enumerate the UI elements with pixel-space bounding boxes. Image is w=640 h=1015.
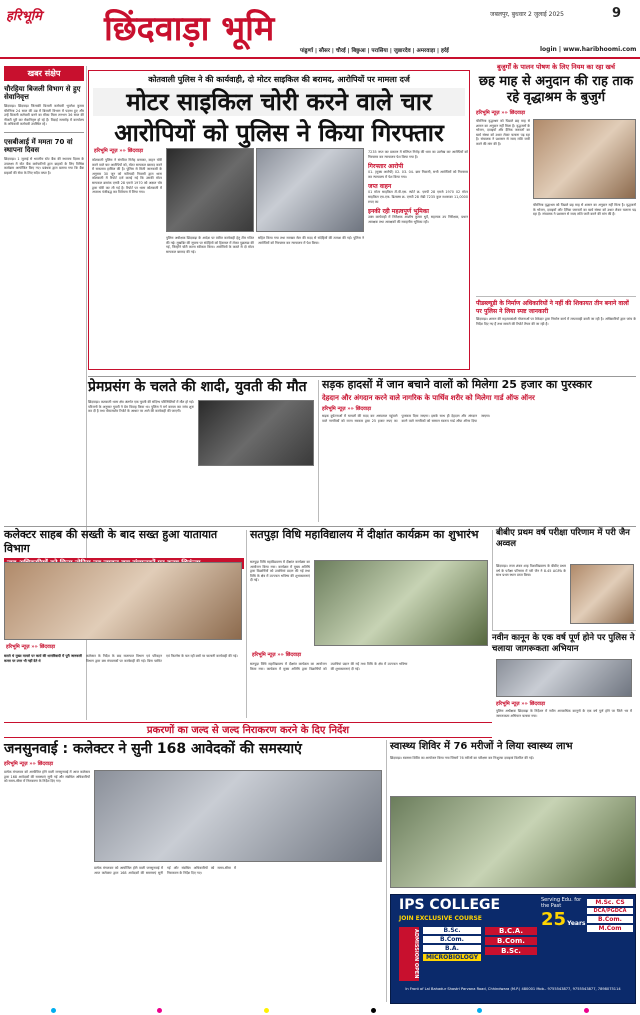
story7-photo bbox=[570, 564, 634, 624]
main-text-d: 7235 जप्त कर प्रकरण में संलिप्त गिरोह की धारा का उल्लेख कर आरोपियों को गिरफ्तार कर न्यायालय पेश किया गया है। bbox=[368, 150, 468, 159]
brief1-text: छिंदवाड़ा। छिंदवाड़ा जिलाकी बिजली कर्मचारी भुवनेश कुमार चौरसिया 24 साल की उम्र में बिजली विभाग में पदस्थ हुए और उन्हें बिजली कर्मचारी बनने का मौका मिला लगभग 36 साल की नौकरी पूरी कर सेवानिवृत्त हो रहे हैं। विदाई समारोह में कार्यालय के अधिकारी कर्मचारी उपस्थित रहे। bbox=[4, 104, 84, 127]
story5-headline: कलेक्टर साहब की सख्ती के बाद सख्त हुआ यातायात विभाग bbox=[4, 528, 218, 555]
reg-dot bbox=[157, 1008, 162, 1013]
story9-headline: जनसुनवाई : कलेक्टर ने सुनी 168 आवेदकों की समस्याएं bbox=[4, 741, 302, 757]
brief2-title: एसबीआई में ममता 70 वां स्थापना दिवस bbox=[4, 137, 73, 154]
ad-address: In Front of Lal Bahadur Shastri Parvana Road, Chhindwara (M.P.) 480001 Mob.- 9755543877, 9755543877, 7898075114 bbox=[405, 987, 621, 991]
dateline: जबलपुर, बुधवार 2 जुलाई 2025 bbox=[490, 11, 564, 18]
ips-college-ad[interactable] bbox=[390, 894, 636, 1004]
brand-logo: हरिभूमि bbox=[6, 9, 42, 24]
story9-divider bbox=[386, 740, 387, 1002]
main-byline: हरिभूमि न्यूज़ »» छिंदवाड़ा bbox=[94, 148, 144, 154]
story-6 bbox=[250, 528, 490, 720]
right1-photo bbox=[533, 119, 636, 199]
ad-course: B.Sc. bbox=[485, 947, 537, 955]
ad-course: B.Sc. bbox=[423, 927, 481, 934]
story7-headline: बीबीए प्रथम वर्ष परीक्षा परिणाम में परी जैन अव्वल bbox=[496, 528, 630, 549]
ad-course: B.Com. bbox=[587, 916, 633, 923]
main-sub-team: इनकी रही महत्वपूर्ण भूमिका bbox=[368, 208, 429, 216]
story9-text-b: प्रत्येक मंगलवार को आयोजित होने वाली जनसुनवाई में आज कलेक्टर द्वारा 168 आवेदकों की समस्याएं सुनी गईं और संबंधित अधिकारियों को समय-सीमा में निराकरण के निर्देश दिए गए। bbox=[94, 866, 236, 875]
right-story-2 bbox=[476, 296, 636, 374]
story10-text: छिंदवाड़ा। स्वास्थ्य शिविर का आयोजन किया गया जिसमें 76 मरीजों का परीक्षण कर निःशुल्क दवाइयां वितरित की गईं। bbox=[390, 756, 534, 760]
reg-dot bbox=[477, 1008, 482, 1013]
story5-quote: बताते थे मुख्य मामले पर कार्य की धाराविवादी में पूरी जानकारी कमरा पर उत्तर भी नहीं देते थे bbox=[4, 654, 82, 663]
story9-byline: हरिभूमि न्यूज़ »» छिंदवाड़ा bbox=[4, 761, 54, 767]
main-photo-bike bbox=[166, 148, 254, 232]
right2-text: छिंदवाड़ा। शासन की महत्वाकांक्षी योजनाओं पर ठेकेदार द्वारा निर्माण कार्य में लापरवाही बरती जा रही है। अधिकारियों द्वारा जांच के निर्देश दिए गए हैं तथा मामले की रिपोर्ट तैयार की जा रही है। bbox=[476, 317, 636, 326]
story6-text-side: सतपुड़ा विधि महाविद्यालय में दीक्षांत कार्यक्रम का आयोजन किया गया। कार्यक्रम में मुख्य अतिथि द्वारा विद्यार्थियों को उपाधियां प्रदान की गईं तथा विधि के क्षेत्र में उज्ज्वल भविष्य की शुभकामनाएं दी गईं। bbox=[250, 560, 310, 583]
story-3 bbox=[88, 378, 316, 524]
story5-byline: हरिभूमि न्यूज़ »» छिंदवाड़ा bbox=[6, 644, 56, 650]
story-9 bbox=[4, 740, 384, 1002]
right-story-1 bbox=[476, 62, 636, 302]
main-headline-2: आरोपियों को पुलिस ने किया गिरफ्तार bbox=[114, 119, 444, 147]
masthead-divider bbox=[0, 57, 640, 59]
reg-dot bbox=[264, 1008, 269, 1013]
story-7 bbox=[496, 528, 636, 628]
ad-since: Serving Edu. for the Past bbox=[541, 897, 582, 909]
brief1-title: चौरहिया बिजली विभाग से हुए सेवानिवृत्त bbox=[4, 85, 81, 101]
story8-photo bbox=[496, 659, 632, 697]
story3-photo bbox=[198, 400, 314, 466]
story5-photo bbox=[4, 562, 242, 640]
story5-text: कलेक्टर के निर्देश के बाद यातायात विभाग एवं परिवहन विभाग द्वारा बस संचालकों पर कार्यवाही की गई। बिना परमिट एवं फिटनेस के चल रही बसों पर चालानी कार्यवाही की गई। bbox=[86, 654, 238, 663]
reg-dot bbox=[51, 1008, 56, 1013]
story-5 bbox=[4, 528, 244, 720]
main-sub-seized: जप्त वाहन bbox=[368, 183, 392, 191]
main-text-a: कोतवाली पुलिस ने संगठित गिरोह बनाकर, वाहन चोरी करने वाले चार आरोपियों को, मोटर सायकल बरामद करने में सफलता हासिल की है। पुलिस से मिली जानकारी के अनुसार 30 जून को फरियादी निवासी द्वारा थाना कोतवाली में रिपोर्ट दर्ज कराई गई कि उसकी मोटर सायकल क्रमांक एमपी 28 एमजे 1970 को अज्ञात चोर द्वारा चोरी कर ली गई है। रिपोर्ट पर थाना कोतवाली में अपराध पंजीबद्ध कर विवेचना में लिया गया। bbox=[92, 158, 162, 195]
main-text-e: 01. (मुख्य आरोपी) 02. 03. 04. ग्राम निवासी, सभी आरोपियों को गिरफ्तार कर न्यायालय में पेश किया गया। bbox=[368, 170, 468, 179]
page-number: 9 bbox=[612, 6, 622, 21]
story3-headline: प्रेमप्रसंग के चलते की शादी, युवती की मौत bbox=[88, 379, 307, 395]
story4-headline: सड़क हादसों में जान बचाने वालों को मिलेगा 25 हजार का पुरस्कार bbox=[322, 378, 592, 391]
story-4 bbox=[322, 378, 636, 524]
story6-divider bbox=[492, 530, 493, 630]
reg-dot bbox=[584, 1008, 589, 1013]
main-right-col bbox=[368, 150, 468, 366]
divider-row2 bbox=[88, 376, 636, 377]
main-sub-accused: गिरफ्तार आरोपी bbox=[368, 163, 404, 171]
right2-kicker: पीडब्ल्यूडी के निर्माण अधिकारियों ने नहीं की शिकायत तीन बनाने वालों पर पुलिस ने लिया स्पष्ट जानकारी bbox=[476, 300, 629, 315]
story4-text: सड़क दुर्घटनाओं में घायलों की मदद कर अस्पताल पहुंचाने वाले नागरिकों को राज्य सरकार द्वारा 25 हजार रुपए का पुरस्कार दिया जाएगा। इसके साथ ही देहदान और अंगदान करने वाले नागरिकों को सम्मान स्वरूप गार्ड ऑफ ऑनर दिया जाएगा। bbox=[322, 414, 491, 423]
main-text-g: उक्त कार्यवाही में निरीक्षक आशीष कुमार धुर्वे, सहायक उप निरीक्षक, प्रधान आरक्षक तथा आरक्षकों की सराहनीय भूमिका रही। bbox=[368, 215, 468, 224]
right1-text-cont: चौरसिया वृद्धाश्रम को पिछले छह माह से शासन का अनुदान नहीं मिला है। वृद्धजनों के भोजन, दवाइयों और दैनिक जरूरतों का खर्च संस्था को उधार लेकर चलाना पड़ रहा है। संचालक ने प्रशासन से जल्द राशि जारी करने की मांग की है। bbox=[533, 203, 636, 217]
story-8 bbox=[492, 630, 636, 722]
ad-years bbox=[541, 909, 586, 930]
main-text-b: पुलिस अधीक्षक छिंदवाड़ा के आदेश पर त्वरित कार्यवाही हेतु टीम गठित की गई। मुखबिर की सूचना पर संदेहियों को हिरासत में लेकर पूछताछ की गई, जिन्होंने चोरी करना स्वीकार किया। आरोपियों के कब्जे से दो मोटर सायकल बरामद की गई। bbox=[166, 236, 254, 254]
ad-college-name: IPS COLLEGE bbox=[399, 897, 501, 913]
story6-byline: हरिभूमि न्यूज़ »» छिंदवाड़ा bbox=[252, 652, 302, 658]
ad-years-num: 25 bbox=[541, 909, 567, 930]
right1-text: चौरसिया वृद्धाश्रम को पिछले छह माह से शासन का अनुदान नहीं मिला है। वृद्धजनों के भोजन, दवाइयों और दैनिक जरूरतों का खर्च संस्था को उधार लेकर चलाना पड़ रहा है। संचालक ने प्रशासन से जल्द राशि जारी करने की मांग की है। bbox=[476, 119, 530, 146]
ad-admission: ADMISSION OPEN bbox=[399, 927, 419, 981]
page-title: छिंदवाड़ा भूमि bbox=[104, 9, 275, 49]
story-10 bbox=[390, 740, 636, 890]
main-headline-1: मोटर साइकिल चोरी करने वाले चार bbox=[93, 88, 465, 116]
website[interactable]: login | www.haribhoomi.com bbox=[540, 46, 637, 53]
story8-text: पुलिस अधीक्षक छिंदवाड़ा के निर्देशन में नवीन आपराधिक कानूनों के एक वर्ष पूर्ण होने पर जिले भर में जागरूकता अभियान चलाया गया। bbox=[496, 709, 632, 718]
ad-course: M.Com bbox=[587, 925, 633, 932]
reg-dot bbox=[371, 1008, 376, 1013]
ad-course: B.Com. bbox=[423, 936, 481, 943]
right1-headline: छह माह से अनुदान की राह ताक रहे वृद्धाश्रम के बुजुर्ग bbox=[478, 74, 634, 105]
story8-byline: हरिभूमि न्यूज़ »» छिंदवाड़ा bbox=[496, 701, 546, 707]
main-text-f: 01 मोटर साइकिल टी.वी.एस. स्पोर्ट क्र. एमपी 28 एमजे 1970 02 मोटर साइकिल एच.एफ. डिलक्स क्र. एमपी 28 जेडी 7235 कुल मशरूका 11,0000 रुपए का bbox=[368, 190, 468, 204]
story3-divider bbox=[318, 380, 319, 522]
story6-text: सतपुड़ा विधि महाविद्यालय में दीक्षांत कार्यक्रम का आयोजन किया गया। कार्यक्रम में मुख्य अतिथि द्वारा विद्यार्थियों को उपाधियां प्रदान की गईं तथा विधि के क्षेत्र में उज्ज्वल भविष्य की शुभकामनाएं दी गईं। bbox=[250, 662, 408, 671]
story9-photo bbox=[94, 770, 382, 862]
story10-photo bbox=[390, 796, 636, 888]
story3-text: छिंदवाड़ा। कतवाली थाना क्षेत्र अंतर्गत एक युवती की संदिग्ध परिस्थितियों में मौत हो गई। परिजनों के अनुसार युवती ने प्रेम विवाह किया था। पुलिस ने मर्ग कायम कर जांच शुरू कर दी है तथा पोस्टमार्टम रिपोर्ट के आधार पर आगे की कार्यवाही की जाएगी। bbox=[88, 400, 194, 414]
main-kicker: कोतवाली पुलिस ने की कार्यवाही, दो मोटर साइकिल की बरामद, आरोपियों पर मामला दर्ज bbox=[148, 75, 410, 84]
story7-text: छिंदवाड़ा। राजा शंकर शाह विश्वविद्यालय के बीबीए प्रथम वर्ष के परीक्षा परिणाम में परी जैन ने 8.45 AGPA के साथ प्रथम स्थान प्राप्त किया। bbox=[496, 564, 566, 578]
right1-kicker: बुजुर्गों के पालन पोषण के लिए नियम का रहा खर्च bbox=[497, 63, 615, 71]
ad-course: B.Com. bbox=[485, 937, 537, 945]
story10-headline: स्वास्थ्य शिविर में 76 मरीजों ने लिया स्वास्थ्य लाभ bbox=[390, 741, 573, 752]
registration-strip bbox=[0, 1006, 640, 1014]
story9-text: प्रत्येक मंगलवार को आयोजित होने वाली जनसुनवाई में आज कलेक्टर द्वारा 168 आवेदकों की समस्याएं सुनी गईं और संबंधित अधिकारियों को समय-सीमा में निराकरण के निर्देश दिए गए। bbox=[4, 770, 90, 784]
story4-subhead: देहदान और अंगदान करने वाले नागरिक के पार्थिव शरीर को मिलेगा गार्ड ऑफ ऑनर bbox=[322, 394, 535, 402]
briefs-header: खबर संक्षेप bbox=[4, 66, 84, 81]
ad-course: M.Sc. CS bbox=[587, 899, 633, 906]
ad-course: B.C.A. bbox=[485, 927, 537, 935]
ad-courses-right bbox=[587, 899, 633, 932]
ad-course: DCA/PGDCA bbox=[587, 908, 633, 914]
ad-course: MICROBIOLOGY bbox=[423, 954, 481, 961]
ad-tagline: JOIN EXCLUSIVE COURSE bbox=[399, 915, 482, 922]
masthead bbox=[0, 0, 640, 62]
story8-headline: नवीन कानून के एक वर्ष पूर्ण होने पर पुलिस ने चलाया जागरूकता अभियान bbox=[492, 633, 635, 654]
divider-row3 bbox=[4, 526, 636, 527]
right1-byline: हरिभूमि न्यूज़ »» छिंदवाड़ा bbox=[476, 110, 526, 116]
brief2-text: छिंदवाड़ा। 1 जुलाई से भारतीय स्टेट बैंक की स्थापना दिवस के उपलक्ष्य में स्टेट बैंक कर्मचारियों द्वारा ग्राहकों के लिए विभिन्न कार्यक्रम आयोजित किए गए। प्रबंधक द्वारा बताया गया कि बैंक ग्राहकों की सेवा के लिए सदैव तत्पर है। bbox=[4, 156, 84, 175]
ad-course: B.A. bbox=[423, 945, 481, 952]
main-text-c: सहित किया गया तथा सायबर सेल की मदद से संदेहियों की तलाश की गई। पुलिस ने आरोपियों को गिरफ्तार कर न्यायालय में पेश किया। bbox=[258, 236, 364, 245]
main-photo-accused bbox=[256, 148, 364, 232]
story5-divider bbox=[246, 530, 247, 718]
ad-years-suffix: Years bbox=[567, 920, 586, 927]
story4-byline: हरिभूमि न्यूज़ »» छिंदवाड़ा bbox=[322, 406, 372, 412]
story6-photo bbox=[314, 560, 488, 646]
story6-headline: सतपुड़ा विधि महाविद्यालय में दीक्षांत कार्यक्रम का शुभारंभ bbox=[250, 528, 479, 541]
ad-courses-left bbox=[423, 927, 481, 961]
instruction-banner: प्रकरणों का जल्द से जल्द निराकरण करने के दिए निर्देश bbox=[4, 722, 492, 738]
region-strip: पांढुर्णा | सौसर | चौरई | बिछुआ | परासिया | जुन्नारदेव | अमरवाड़ा | हर्रई bbox=[300, 48, 449, 54]
ad-courses-mid bbox=[485, 927, 537, 955]
